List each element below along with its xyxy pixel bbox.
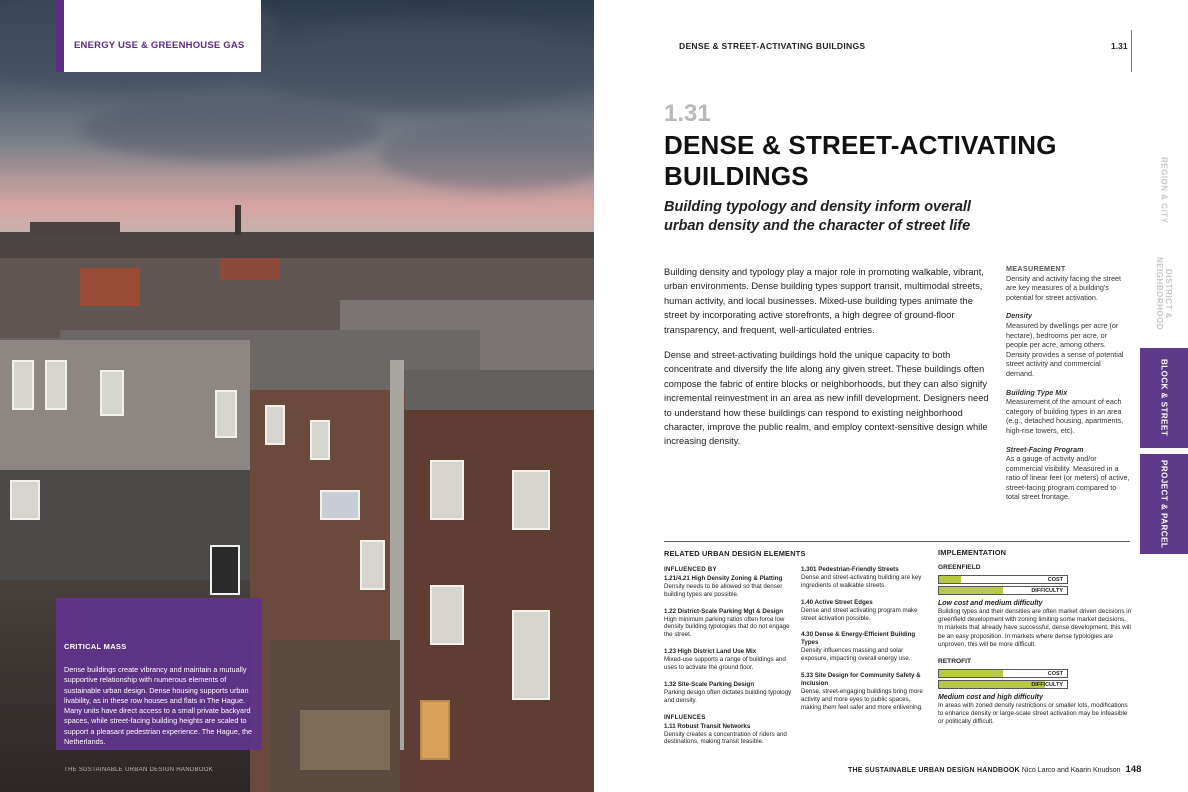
chapter-tab-label: ENERGY USE & GREENHOUSE GAS: [74, 40, 245, 51]
retrofit-difficulty-bar: [938, 680, 1068, 689]
side-tab-block[interactable]: [1140, 348, 1188, 448]
measurement-item-title: Street-Facing Program: [1006, 444, 1084, 454]
related-item: [664, 723, 794, 747]
retrofit-summary: Medium cost and high difficulty: [938, 693, 1043, 701]
body-paragraph: Dense and street-activating buildings hold the unique capacity to both concentrate and diversify the life along any given street. These buildings often compose the fabric of entire blocks or neighborhoods, but they can also signify incremental reinvestment in an area as new infill development. Designers need to understand how these buildings can respond to existing neighborhood character, improve the public realm, and employ context-sensitive design while increasing density.: [664, 350, 989, 447]
related-item-title: 1.301 Pedestrian-Friendly Streets: [801, 566, 899, 573]
section-divider: [664, 541, 1130, 542]
bar-label: COST: [1047, 577, 1063, 584]
related-item-title: 1.11 Robust Transit Networks: [664, 722, 751, 730]
measurement-intro: Density and activity facing the street are key measures of a building's potential for street activation.: [1006, 273, 1122, 302]
related-item-text: Dense, street-engaging buildings bring more activity and more eyes to public spaces, making them feel safer and more enlivening.: [801, 687, 923, 711]
section-number: 1.31: [664, 100, 711, 127]
caption-title: CRITICAL MASS: [64, 642, 127, 651]
influenced-by-label: INFLUENCED BY: [664, 566, 717, 573]
related-item-text: Density needs to be allowed so that denser building types are possible.: [664, 582, 783, 598]
header-divider: [1131, 30, 1132, 72]
chapter-tab: [56, 0, 261, 72]
retrofit-cost-bar: [938, 669, 1068, 678]
retrofit-label: RETROFIT: [938, 657, 971, 665]
related-item: [664, 575, 794, 599]
section-subtitle: Building typology and density inform overall urban density and the character of street life: [664, 199, 971, 234]
related-heading: RELATED URBAN DESIGN ELEMENTS: [664, 549, 806, 558]
related-item: [801, 672, 929, 712]
side-tab-label: REGION & CITY: [1159, 156, 1169, 224]
related-item-text: Density influences massing and solar exposure, impacting overall energy use.: [801, 647, 911, 663]
bar-fill: [939, 576, 961, 583]
related-item-title: 1.40 Active Street Edges: [801, 598, 873, 606]
section-title: DENSE & STREET-ACTIVATING BUILDINGS: [664, 130, 1057, 191]
page-footer: [848, 764, 1141, 775]
side-tab-district[interactable]: [1140, 244, 1188, 344]
related-column: [664, 566, 794, 755]
related-column: [801, 566, 929, 721]
side-tab-label: DISTRICT & NEIGHBORHOOD: [1155, 257, 1173, 331]
measurement-heading: MEASUREMENT: [1006, 264, 1066, 273]
page-number: 148: [1125, 764, 1142, 775]
bar-label: DIFFICULTY: [1031, 588, 1063, 595]
measurement-item-title: Building Type Mix: [1006, 387, 1068, 397]
influences-label: INFLUENCES: [664, 713, 706, 721]
body-paragraph: Building density and typology play a major role in promoting walkable, vibrant, urban environments. Dense building types support transit, multimodal streets, human activity, and local businesses. Mixed-use building types animate the street by incorporating active storefronts, a high degree of ground-floor transparency, and frequent, well-articulated entries.: [664, 267, 984, 335]
side-tab-region[interactable]: [1140, 140, 1188, 240]
bar-label: COST: [1047, 670, 1063, 677]
related-item: [664, 648, 794, 672]
greenfield-cost-bar: [938, 575, 1068, 584]
related-item: [664, 681, 794, 705]
measurement-item-text: As a gauge of activity and/or commercial visibility. Measured in a ratio of linear feet (or meters) of active, street-facing program compared to total street frontage.: [1006, 454, 1130, 502]
greenfield-summary: Low cost and medium difficulty: [938, 600, 1043, 608]
greenfield-label: GREENFIELD: [938, 564, 981, 572]
bar-fill: [939, 587, 1003, 594]
caption-body: Dense buildings create vibrancy and maintain a mutually supportive relationship with numerous elements of sustainable urban design. Dense housing supports urban livability, as in these row houses and flats in The Hague. Many units have direct access to a small private backyard spaces, while street-facing building heights are scaled to support a pleasant pedestrian experience. The Hague, the Netherlands.: [64, 665, 253, 747]
running-header-number: 1.31: [1111, 41, 1128, 51]
greenfield-difficulty-bar: [938, 586, 1068, 595]
related-item-text: Mixed-use supports a range of buildings and uses to activate the ground floor.: [664, 656, 786, 672]
related-item-text: Dense and street activating program make street activation possible.: [801, 606, 918, 622]
related-item-text: Density creates a concentration of riders and destinations, making transit feasible.: [664, 730, 787, 746]
related-item-title: 1.21/4.21 High Density Zoning & Platting: [664, 574, 783, 582]
bar-fill: [939, 681, 1045, 688]
measurement-sidebar: [1006, 264, 1130, 502]
greenfield-text: Building types and their densities are often market driven decisions in greenfield development with zoning limiting some market decisions. In markets that already have successful, dense development, this will be an easy proposition. In markets where dense typologies are unproven, this will be more difficult.: [938, 608, 1132, 648]
running-header-title: DENSE & STREET-ACTIVATING BUILDINGS: [679, 41, 866, 51]
related-item-title: 1.22 District-Scale Parking Mgt & Design: [664, 607, 783, 615]
measurement-item-title: Density: [1006, 311, 1032, 321]
bar-fill: [939, 670, 1003, 677]
related-item: [801, 566, 929, 590]
side-tab-label: PROJECT & PARCEL: [1159, 459, 1169, 549]
related-item: [801, 599, 929, 623]
implementation-heading: IMPLEMENTATION: [938, 548, 1007, 557]
left-footer: THE SUSTAINABLE URBAN DESIGN HANDBOOK: [64, 767, 214, 773]
retrofit-text: In areas with zoned density restrictions or smaller lots, modifications to enhance density or large-scale street activation may be infeasible or politically difficult.: [938, 701, 1128, 726]
related-item-title: 1.32 Site-Scale Parking Design: [664, 680, 755, 688]
footer-book-title: THE SUSTAINABLE URBAN DESIGN HANDBOOK: [848, 767, 1020, 774]
footer-authors: Nico Larco and Kaarin Knudson: [1021, 767, 1121, 774]
related-item-text: High minimum parking ratios often force low density building typologies that do not engage the street.: [664, 615, 790, 639]
related-item-title: 5.33 Site Design for Community Safety & Inclusion: [801, 672, 921, 687]
related-item-title: 1.23 High District Land Use Mix: [664, 648, 757, 656]
side-tab-label: BLOCK & STREET: [1159, 359, 1169, 437]
side-tab-project[interactable]: [1140, 454, 1188, 554]
measurement-item-text: Measurement of the amount of each category of building types in an area (e.g., detached housing, apartments, high-rise towers, etc).: [1006, 397, 1124, 435]
related-item-text: Parking design often dictates building typology and density.: [664, 688, 792, 704]
measurement-item-text: Measured by dwellings per acre (or hectare), bedrooms per acre, or people per acre, among others. Density provides a sense of potential street activity and commercial demand.: [1006, 320, 1124, 378]
implementation-panel: [938, 549, 1132, 735]
photo-caption: [56, 598, 262, 750]
related-item: [801, 631, 929, 663]
related-item-text: Dense and street-activating building are key ingredients of walkable streets.: [801, 573, 922, 589]
related-item-title: 4.30 Dense & Energy-Efficient Building Types: [801, 631, 916, 647]
bar-label: DIFFICULTY: [1031, 681, 1063, 688]
related-item: [664, 608, 794, 640]
